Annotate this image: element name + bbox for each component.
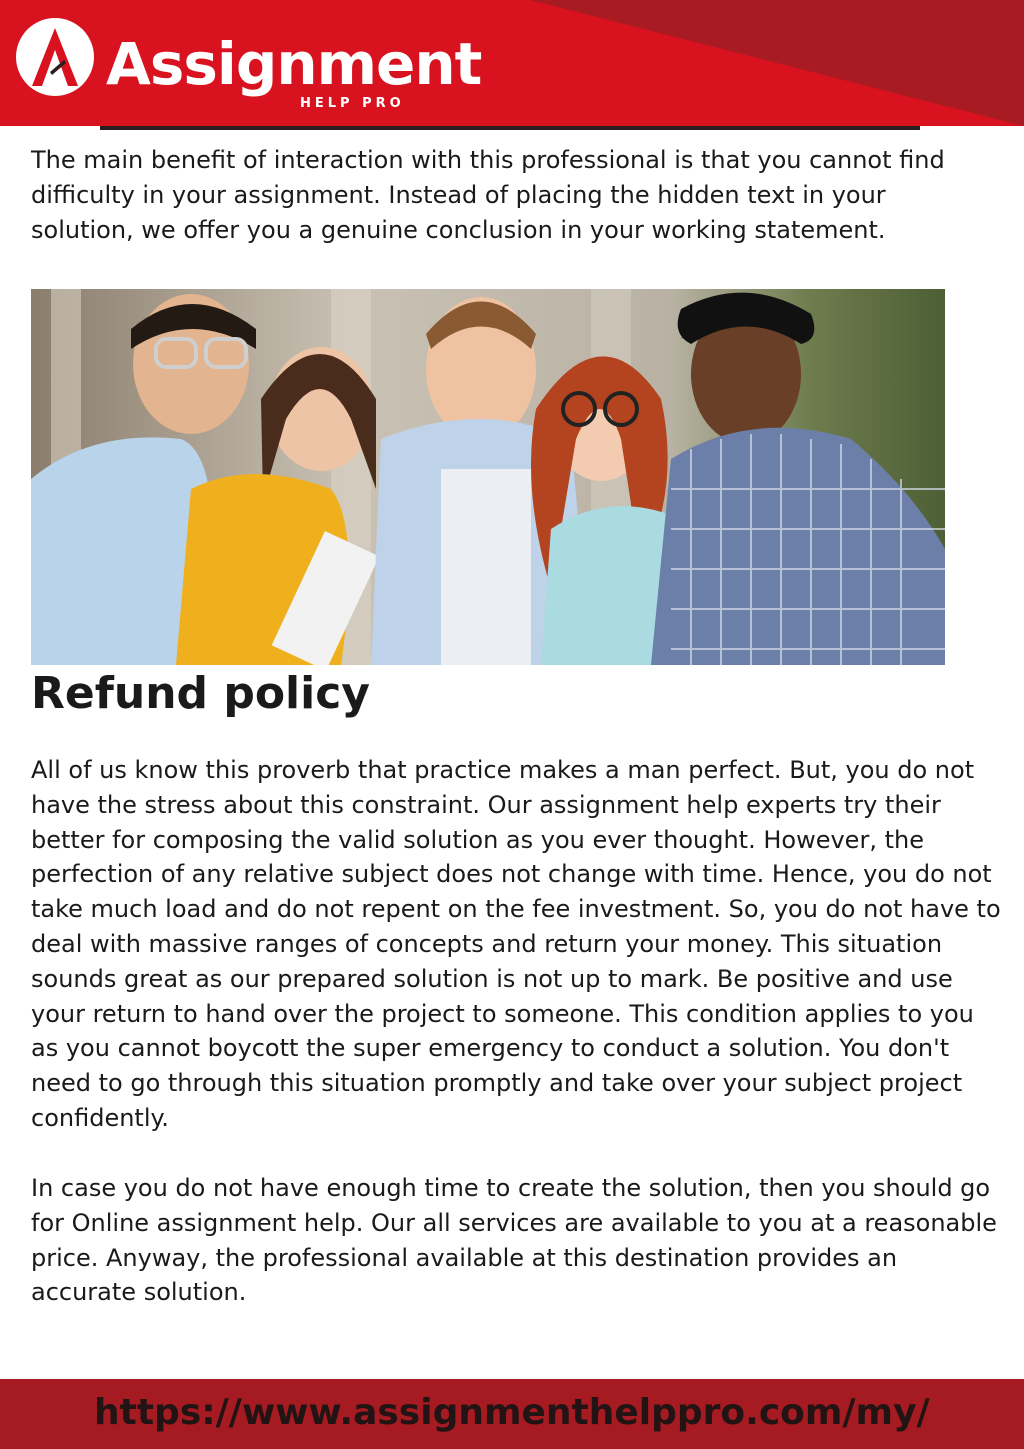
section-heading: Refund policy [31, 668, 370, 719]
footer-bar [0, 1379, 1024, 1449]
header-banner [0, 0, 1024, 132]
brand-name: Assignment [106, 30, 482, 98]
intro-paragraph: The main benefit of interaction with this professional is that you cannot find difficulty in your assignment. Instead of placing the hidden text in your solution, we offer you a genuine conclusion in your working statement. [31, 146, 945, 244]
brand-tagline: HELP PRO [300, 96, 405, 111]
students-photo-illustration [31, 289, 945, 665]
students-group-photo [31, 289, 945, 665]
refund-paragraph-1: All of us know this proverb that practice makes a man perfect. But, you do not have the stress about this constraint. Our assignment help experts try their better for composing the valid solution as you ever thought. However, the perfection of any relative subject does not change with time. Hence, you do not take much load and do not repent on the fee investment. So, you do not have to deal with massive ranges of concepts and return your money. This situation sounds great as our prepared solution is not up to mark. Be positive and use your return to hand over the project to someone. This condition applies to you as you cannot boycott the super emergency to conduct a solution. You don't need to go through this situation promptly and take over your subject project confidently. [31, 756, 1001, 1132]
header-divider [100, 126, 920, 130]
footer-url-link[interactable]: https://www.assignmenthelppro.com/my/ [94, 1392, 930, 1433]
refund-paragraph-2: In case you do not have enough time to create the solution, then you should go for Online assignment help. Our all services are available to you at a reasonable price. Anyway, the professional available at this destination provides an accurate solution. [31, 1174, 997, 1307]
logo-a-icon [14, 16, 96, 98]
